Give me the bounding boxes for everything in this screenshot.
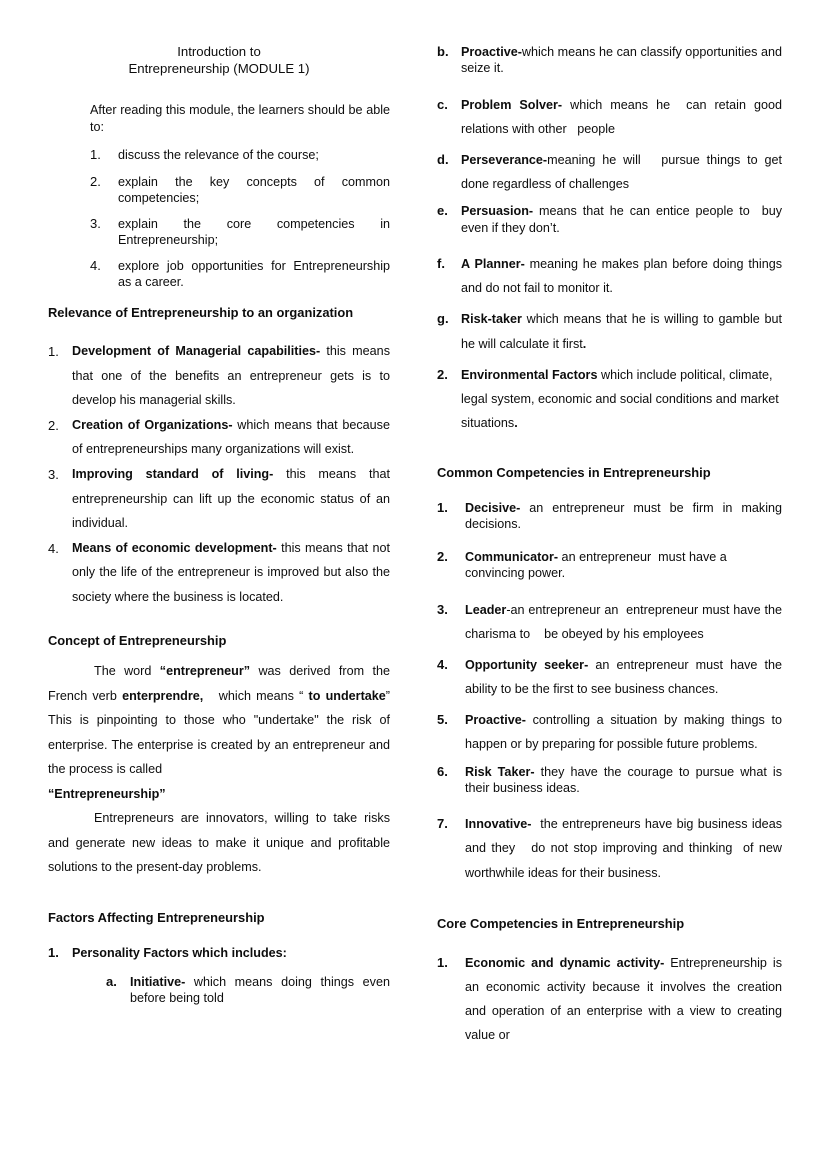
list-marker: 3.: [48, 467, 59, 483]
concept-bold-2: enterprendre,: [122, 688, 204, 703]
list-text-rest: which means he can classify opportunities and seize it.: [461, 45, 782, 76]
right-column: [437, 44, 793, 1047]
concept-part-4: ” This is pinpointing to those who "undertake" the risk of enterprise. The enterprise is created by an entrepreneur and the process is called: [48, 688, 390, 777]
list-text-bold: Perseverance-: [461, 153, 548, 168]
list-text: [465, 951, 782, 1048]
spacer: [48, 880, 390, 910]
list-text-bold: Risk Taker-: [465, 764, 535, 779]
list-marker: 7.: [437, 816, 448, 832]
list-item: [437, 93, 786, 141]
concept-bold-1: “entrepreneur”: [159, 664, 251, 679]
list-text: [72, 462, 390, 536]
list-marker: 1.: [90, 147, 101, 163]
list-marker: 1.: [48, 344, 59, 360]
intro-paragraph: After reading this module, the learners should be able to:: [90, 102, 390, 134]
list-text-rest: controlling a situation by making things to happen or by preparing for possible future problems.: [465, 713, 793, 752]
list-item: [437, 598, 786, 646]
list-text-rest: this means that entrepreneurship can lift up the economic status of an individual.: [72, 467, 390, 531]
list-text-rest: which means that because of entrepreneurships many organizations will exist.: [72, 417, 390, 457]
list-marker: 2.: [48, 417, 59, 433]
list-text-rest: Entrepreneurship is an economic activity because it involves the creation and operation of an enterprise with a view to creating value or: [465, 955, 782, 1043]
list-text-bold: Leader: [465, 602, 507, 617]
list-text-rest: an entrepreneur must have a convincing power.: [465, 549, 731, 581]
list-marker: 2.: [90, 173, 101, 189]
list-marker: 2.: [437, 366, 448, 382]
list-text: [465, 598, 786, 646]
list-text-bold: A Planner-: [461, 257, 525, 272]
spacer: [48, 609, 390, 633]
list-item: [437, 951, 782, 1048]
list-marker: 4.: [90, 258, 101, 274]
list-item: [437, 500, 782, 533]
list-item: [437, 708, 793, 756]
list-marker: 1.: [437, 500, 448, 516]
list-text-bold-tail: .: [514, 416, 518, 431]
list-text-bold: Communicator-: [465, 549, 559, 564]
environmental-factors-list: [437, 363, 782, 436]
list-text-rest: they have the courage to pursue what is their business ideas.: [465, 764, 782, 795]
list-marker: 6.: [437, 763, 448, 779]
common-competencies-heading: Common Competencies in Entrepreneurship: [437, 465, 711, 481]
spacer: [437, 892, 782, 916]
list-text: [461, 252, 782, 300]
list-text: [461, 93, 786, 141]
list-text-rest: the entrepreneurs have big business ideas and they do not stop improving and thinking of new worthwhile ideas for their business.: [465, 817, 789, 880]
list-text: [72, 945, 390, 961]
spacer: [48, 927, 390, 945]
list-text-rest: an entrepreneur must be firm in making decisions.: [465, 501, 782, 532]
list-text-bold: Means of economic development-: [72, 540, 277, 555]
list-text-rest: this means that one of the benefits an entrepreneur gets is to develop his managerial skills.: [72, 344, 390, 408]
concept-paragraph-2: Entrepreneurs are innovators, willing to take risks and generate new ideas to make it unique and profitable solutions to the present-day problems.: [48, 811, 390, 875]
list-item: [90, 216, 390, 248]
list-text-bold: Problem Solver-: [461, 97, 563, 112]
left-column: [48, 44, 390, 1012]
list-item: [437, 764, 782, 797]
list-marker: g.: [437, 311, 449, 327]
list-item: [437, 203, 786, 236]
spacer: [48, 78, 390, 102]
list-text-bold: Environmental Factors: [461, 367, 598, 382]
list-text: explore job opportunities for Entrepreneurship as a career.: [118, 259, 390, 290]
list-item: [437, 653, 782, 701]
list-item: [90, 258, 390, 290]
concept-quote: “Entrepreneurship”: [48, 786, 166, 801]
list-text-rest: meaning he makes plan before doing things and do not fail to monitor it.: [461, 257, 782, 296]
factors-list: [48, 945, 390, 962]
list-item: [106, 974, 390, 1007]
list-item: [48, 536, 390, 610]
list-text-bold: Persuasion-: [461, 204, 534, 219]
spacer: [437, 482, 782, 500]
list-text-bold: Initiative-: [130, 974, 186, 989]
relevance-list: [48, 339, 390, 609]
personality-letters-list: [437, 44, 786, 356]
list-marker: 1.: [48, 944, 59, 960]
list-text-bold: Creation of Organizations-: [72, 417, 233, 432]
concept-paragraph-1: [48, 659, 390, 782]
list-text: [465, 653, 782, 701]
list-marker: 4.: [48, 540, 59, 556]
list-text-bold: Improving standard of living-: [72, 467, 274, 482]
concept-part-3: which means “: [203, 688, 309, 703]
list-text: [72, 339, 390, 413]
list-text-rest: -an entrepreneur an entrepreneur must have the charisma to be obeyed by his employees: [465, 602, 786, 641]
list-marker: d.: [437, 152, 449, 168]
list-marker: e.: [437, 203, 448, 219]
list-text-rest: which means he can retain good relations with other people: [461, 97, 786, 136]
list-text: [72, 413, 390, 462]
list-marker: b.: [437, 44, 449, 59]
list-text-rest: means that he can entice people to buy even if they don’t.: [461, 204, 786, 235]
spacer: [437, 933, 782, 951]
list-text: [465, 812, 789, 885]
list-text-rest: meaning he will pursue things to get done regardless of challenges: [461, 153, 786, 192]
list-marker: c.: [437, 96, 448, 112]
list-marker: 2.: [437, 548, 448, 564]
page-title-line-1: Introduction to: [177, 44, 261, 59]
spacer: [48, 321, 390, 339]
common-competencies-list: [437, 500, 793, 885]
list-item: [437, 363, 782, 436]
list-text-bold: Proactive-: [461, 45, 522, 59]
page-title-line-2: Entrepreneurship (MODULE 1): [128, 60, 310, 76]
list-text-rest: which include political, climate, legal system, economic and social conditions and market situations: [461, 367, 779, 431]
factors-sub-list: [106, 974, 390, 1007]
list-text: [461, 44, 782, 77]
page-title: [48, 44, 390, 78]
list-text-bold: Opportunity seeker-: [465, 657, 589, 672]
list-item: [437, 252, 782, 300]
list-text: explain the core competencies in Entrepreneurship;: [118, 217, 390, 248]
list-text-rest: this means that not only the life of the entrepreneur is improved but also the society where the business is located.: [72, 540, 390, 604]
list-marker: f.: [437, 256, 445, 272]
list-text: [461, 203, 786, 236]
list-marker: 1.: [437, 954, 448, 970]
list-text: discuss the relevance of the course;: [118, 148, 319, 163]
list-text-bold: Economic and dynamic activity-: [465, 955, 665, 970]
list-text: [465, 764, 782, 797]
list-item: [437, 307, 782, 355]
list-marker: 5.: [437, 712, 448, 728]
list-text: [465, 549, 782, 582]
spacer: [48, 135, 390, 147]
list-text: [461, 148, 786, 196]
list-text-bold: Risk-taker: [461, 312, 522, 327]
list-text: [461, 307, 782, 355]
list-item: [48, 413, 390, 462]
list-item: [90, 174, 390, 206]
core-competencies-list: [437, 951, 782, 1048]
list-text-bold-tail: .: [582, 336, 587, 351]
list-text: [465, 500, 782, 533]
list-text-rest: an entrepreneur must have the ability to be the first to see business chances.: [465, 657, 782, 697]
core-competencies-heading: Core Competencies in Entrepreneurship: [437, 915, 685, 931]
objectives-list: [90, 147, 390, 290]
list-marker: a.: [106, 973, 117, 989]
concept-heading: Concept of Entrepreneurship: [48, 633, 227, 649]
list-text-bold: Personality Factors which includes:: [72, 945, 287, 960]
list-item: [437, 44, 782, 77]
list-item: [48, 339, 390, 413]
list-marker: 3.: [90, 216, 101, 232]
list-text-bold: Proactive-: [465, 713, 526, 728]
list-text-bold: Decisive-: [465, 501, 521, 516]
list-text: [465, 708, 793, 756]
list-text: [461, 363, 782, 436]
list-item: [48, 462, 390, 536]
list-item: [90, 147, 390, 164]
spacer: [437, 435, 782, 465]
concept-bold-3: to undertake: [308, 688, 386, 703]
list-item: [437, 812, 789, 885]
list-marker: 3.: [437, 601, 448, 617]
list-text: [72, 536, 390, 610]
relevance-heading: Relevance of Entrepreneurship to an organization: [48, 304, 354, 320]
list-text-bold: Development of Managerial capabilities-: [72, 344, 321, 359]
factors-heading: Factors Affecting Entrepreneurship: [48, 910, 265, 925]
list-text-bold: Innovative-: [465, 817, 532, 832]
list-text-rest: which means doing things even before being told: [130, 974, 390, 1006]
concept-part-2: was derived from the French verb: [48, 664, 390, 703]
list-item: [437, 549, 782, 582]
list-item: [48, 945, 390, 962]
concept-part-1: The word: [94, 664, 160, 679]
list-text-rest: which means that he is willing to gamble but he will calculate it first: [461, 312, 782, 351]
list-marker: 4.: [437, 656, 448, 672]
list-text: [130, 974, 390, 1007]
list-text: explain the key concepts of common competencies;: [118, 174, 390, 205]
list-item: [437, 148, 786, 196]
